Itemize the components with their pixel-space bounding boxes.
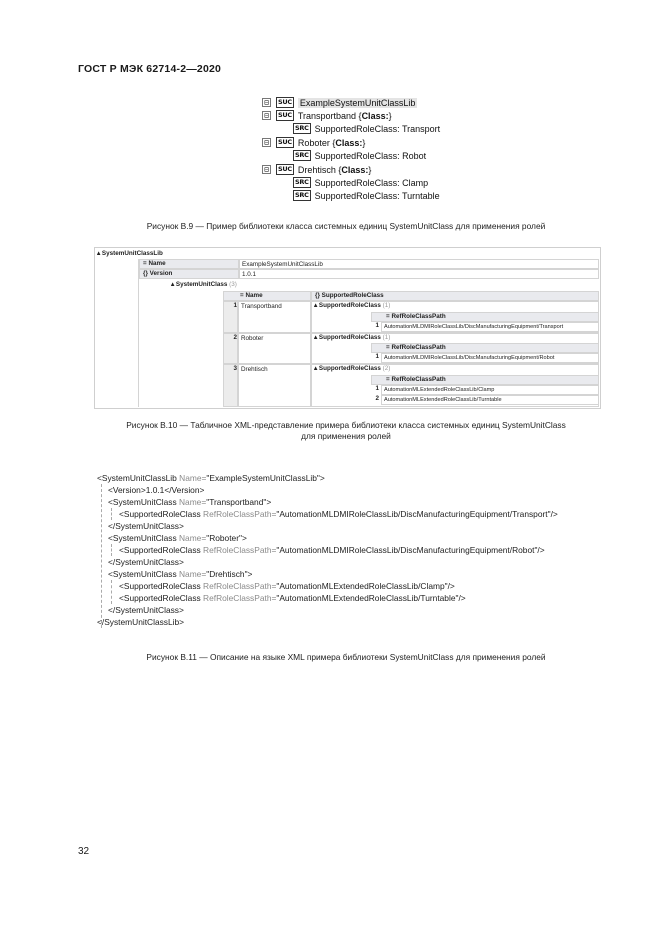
collapse-icon[interactable]: ⊟ [262,98,271,107]
class-name: Transportband [297,110,357,121]
page-number: 32 [78,846,90,857]
ref-path-column-header[interactable]: = RefRoleClassPath [371,312,599,322]
role-label: SupportedRoleClass: Transport [314,123,441,134]
ref-path-cell[interactable]: AutomationMLExtendedRoleClassLib/Turntable [381,395,599,405]
table-root-label[interactable]: ▴ SystemUnitClassLib [97,250,163,257]
system-unit-class-icon: SUC [278,138,292,146]
tree-class-node[interactable]: ⊟ SUC Roboter { Class: } [262,136,365,149]
xml-line: </SystemUnitClassLib> [97,617,185,627]
role-label: SupportedRoleClass: Clamp [314,177,429,188]
xml-line: </SystemUnitClass> [108,557,184,567]
indent-guide [111,544,112,556]
row-number: 3 [233,365,237,372]
ref-path-cell[interactable]: AutomationMLDMIRoleClassLib/DiscManufacturingEquipment/Transport [381,322,599,332]
tree-role-node[interactable] [293,149,426,162]
ref-path-cell[interactable]: AutomationMLDMIRoleClassLib/DiscManufacturingEquipment/Robot [381,353,599,363]
class-name: Drehtisch [297,164,336,175]
indent-guide [111,580,112,604]
version-value-cell[interactable]: 1.0.1 [239,269,599,279]
name-property-cell: = Name [139,259,239,269]
xml-line: <SupportedRoleClass RefRoleClassPath="AutomationMLExtendedRoleClassLib/Clamp"/> [119,581,455,591]
class-name-cell[interactable]: Transportband [238,301,311,333]
ref-path-column-header[interactable]: = RefRoleClassPath [371,343,599,353]
supported-role-class-icon: SRC [295,178,309,186]
row-number: 1 [375,322,379,329]
tree-class-node[interactable]: ⊟ SUC Transportband { Class: } [262,109,392,122]
tree-root-label: ExampleSystemUnitClassLib [299,97,416,108]
xml-line: <SupportedRoleClass RefRoleClassPath="AutomationMLExtendedRoleClassLib/Turntable"/> [119,593,466,603]
class-keyword: Class: [341,164,369,175]
row-number: 2 [375,395,379,402]
tree-root[interactable] [262,96,417,109]
xml-table-view [94,247,601,409]
class-tree [0,0,661,210]
system-unit-class-icon: SUC [278,165,292,173]
document-header: ГОСТ Р МЭК 62714-2—2020 [78,63,222,75]
name-column-header[interactable]: = Name [223,291,311,301]
indent-guide [101,484,102,628]
class-keyword: Class: [361,110,389,121]
tree-role-node[interactable] [293,122,440,135]
supported-role-class-icon: SRC [295,124,309,132]
xml-line: <SupportedRoleClass RefRoleClassPath="AutomationMLDMIRoleClassLib/DiscManufacturingEquipment/Transport"/> [119,509,558,519]
collapse-icon[interactable]: ⊟ [262,165,271,174]
class-name-cell[interactable]: Drehtisch [238,364,311,407]
caption-line: для применения ролей [301,431,391,441]
figure-caption [66,420,626,442]
xml-line: <SupportedRoleClass RefRoleClassPath="AutomationMLDMIRoleClassLib/DiscManufacturingEquipment/Robot"/> [119,545,545,555]
ref-path-cell[interactable]: AutomationMLExtendedRoleClassLib/Clamp [381,385,599,395]
class-name: Roboter [297,137,330,148]
name-value-cell[interactable]: ExampleSystemUnitClassLib [239,259,599,269]
xml-line: <SystemUnitClassLib Name="ExampleSystemUnitClassLib"> [97,473,325,483]
row-number: 1 [233,302,237,309]
xml-line: </SystemUnitClass> [108,521,184,531]
supported-role-class-icon: SRC [295,151,309,159]
xml-line: <Version>1.0.1</Version> [108,485,205,495]
system-unit-class-icon: SUC [278,98,292,106]
collapse-icon[interactable]: ⊟ [262,138,271,147]
supported-role-class-column-header[interactable]: {} SupportedRoleClass [311,291,599,301]
supported-role-class-label[interactable]: ▴ SupportedRoleClass (1) [314,302,391,309]
row-number: 1 [375,353,379,360]
tree-role-node[interactable] [293,176,428,189]
role-label: SupportedRoleClass: Robot [314,150,427,161]
table-gutter [95,259,139,407]
row-number: 1 [375,385,379,392]
ref-path-column-header[interactable]: = RefRoleClassPath [371,375,599,385]
supported-role-class-icon: SRC [295,191,309,199]
role-label: SupportedRoleClass: Turntable [314,190,440,201]
xml-line: <SystemUnitClass Name="Transportband"> [108,497,272,507]
tree-role-node[interactable] [293,189,440,202]
figure-caption: Рисунок В.9 — Пример библиотеки класса системных единиц SystemUnitClass для применения ролей [146,221,546,231]
supported-role-class-label[interactable]: ▴ SupportedRoleClass (2) [314,365,391,372]
indent-guide [111,508,112,520]
row-number: 2 [233,334,237,341]
collapse-icon[interactable]: ⊟ [262,111,271,120]
caption-line: Рисунок В.10 — Табличное XML-представление примера библиотеки класса системных единиц SystemUnitClass [126,420,566,430]
system-unit-class-group[interactable]: ▴ SystemUnitClass (3) [171,281,237,288]
xml-line: <SystemUnitClass Name="Drehtisch"> [108,569,253,579]
supported-role-class-label[interactable]: ▴ SupportedRoleClass (1) [314,334,391,341]
xml-line: </SystemUnitClass> [108,605,184,615]
tree-class-node[interactable]: ⊟ SUC Drehtisch { Class: } [262,163,371,176]
class-keyword: Class: [335,137,363,148]
system-unit-class-icon: SUC [278,111,292,119]
class-name-cell[interactable]: Roboter [238,333,311,364]
xml-line: <SystemUnitClass Name="Roboter"> [108,533,247,543]
figure-caption: Рисунок В.11 — Описание на языке XML примера библиотеки SystemUnitClass для применения ролей [146,652,546,662]
version-property-cell: {} Version [139,269,239,279]
